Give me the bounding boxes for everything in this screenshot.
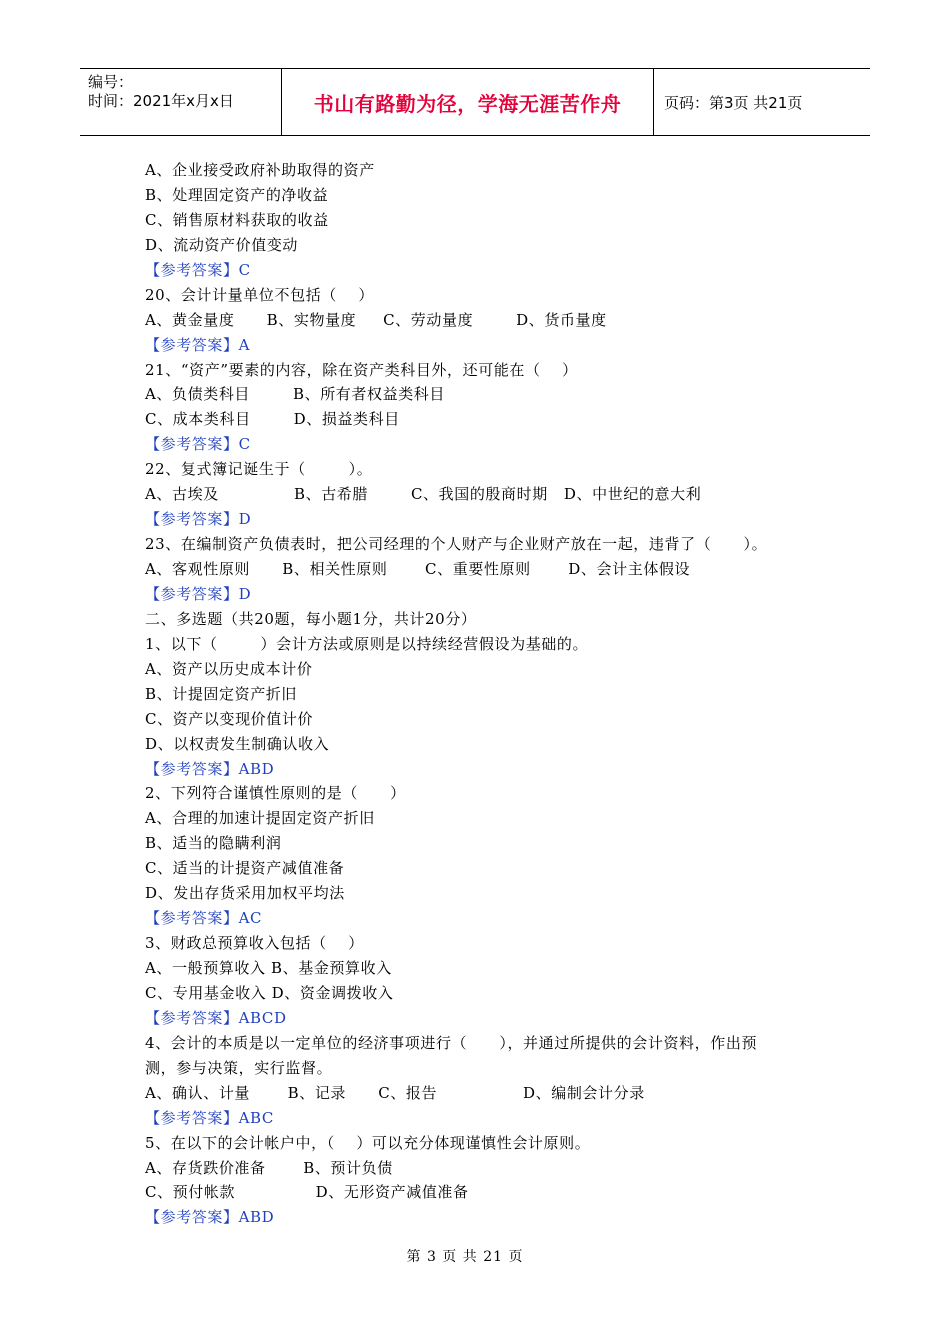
text-line: 20、会计计量单位不包括（ ）: [145, 285, 374, 304]
text-line: C、专用基金收入 D、资金调拨收入: [145, 983, 394, 1002]
text-line: D、发出存货采用加权平均法: [145, 884, 345, 903]
text-line: A、合理的加速计提固定资产折旧: [145, 809, 375, 828]
header-page-cell: [654, 69, 870, 135]
motto: 书山有路勤为径，学海无涯苦作舟: [313, 91, 622, 116]
text-line: A、客观性原则 B、相关性原则 C、重要性原则 D、会计主体假设: [145, 560, 691, 578]
text-line: D、流动资产价值变动: [145, 235, 299, 254]
answer-line: 【参考答案】C: [145, 260, 251, 279]
text-line: A、负债类科目 B、所有者权益类科目: [145, 385, 446, 404]
text-line: 4、会计的本质是以一定单位的经济事项进行（ ），并通过所提供的会计资料，作出预: [145, 1033, 758, 1052]
text-line: A、一般预算收入 B、基金预算收入: [145, 959, 392, 977]
text-line: A、存货跌价准备 B、预计负债: [145, 1158, 393, 1177]
text-line: A、古埃及 B、古希腊 C、我国的殷商时期 D、中世纪的意大利: [145, 485, 702, 504]
serial-label: 编号：: [88, 73, 134, 91]
text-line: 21、“资产”要素的内容，除在资产类科目外，还可能在（ ）: [145, 360, 578, 379]
text-line: A、企业接受政府补助取得的资产: [145, 161, 375, 179]
answer-line: 【参考答案】AC: [145, 909, 263, 928]
text-line: 二、多选题（共20题，每小题1分，共计20分）: [145, 609, 477, 628]
text-line: B、计提固定资产折旧: [145, 684, 298, 703]
text-line: C、预付帐款 D、无形资产减值准备: [145, 1183, 469, 1202]
text-line: B、适当的隐瞒利润: [145, 834, 282, 853]
answer-line: 【参考答案】D: [145, 584, 252, 603]
page-label: 页码：第3页 共21页: [664, 93, 803, 112]
text-line: 23、在编制资产负债表时，把公司经理的个人财产与企业财产放在一起，违背了（ ）。: [145, 535, 768, 554]
text-line: 22、复式簿记诞生于（ ）。: [145, 460, 373, 479]
text-line: A、资产以历史成本计价: [145, 659, 313, 678]
text-line: C、适当的计提资产减值准备: [145, 859, 345, 878]
answer-line: 【参考答案】ABC: [145, 1108, 275, 1127]
text-line: C、成本类科目 D、损益类科目: [145, 410, 400, 429]
answer-line: 【参考答案】D: [145, 510, 252, 529]
text-line: C、销售原材料获取的收益: [145, 210, 329, 229]
answer-line: 【参考答案】ABD: [145, 759, 275, 778]
text-line: 1、以下（ ）会计方法或原则是以持续经营假设为基础的。: [145, 634, 589, 653]
document-body: [145, 158, 815, 1230]
text-line: 3、财政总预算收入包括（ ）: [145, 934, 364, 953]
time-label: 时间：2021年x月x日: [88, 92, 234, 110]
text-line: A、确认、计量 B、记录 C、报告 D、编制会计分录: [145, 1083, 645, 1102]
header-motto-cell: [282, 69, 654, 135]
answer-line: 【参考答案】ABCD: [145, 1008, 287, 1027]
page-footer: [0, 1246, 950, 1266]
text-line: 5、在以下的会计帐户中，（ ）可以充分体现谨慎性会计原则。: [145, 1133, 591, 1152]
text-line: C、资产以变现价值计价: [145, 709, 314, 728]
text-line: 测，参与决策，实行监督。: [145, 1058, 333, 1077]
text-line: B、处理固定资产的净收益: [145, 185, 329, 204]
page-header: [80, 68, 870, 136]
text-line: A、黄金量度 B、实物量度 C、劳动量度 D、货币量度: [145, 310, 607, 329]
footer-page-number: 第 3 页 共 21 页: [406, 1249, 524, 1265]
answer-line: 【参考答案】C: [145, 435, 251, 454]
text-line: 2、下列符合谨慎性原则的是（ ）: [145, 784, 406, 803]
text-line: D、以权责发生制确认收入: [145, 734, 330, 753]
answer-line: 【参考答案】A: [145, 335, 251, 354]
header-meta: [80, 69, 282, 135]
answer-line: 【参考答案】ABD: [145, 1208, 275, 1227]
